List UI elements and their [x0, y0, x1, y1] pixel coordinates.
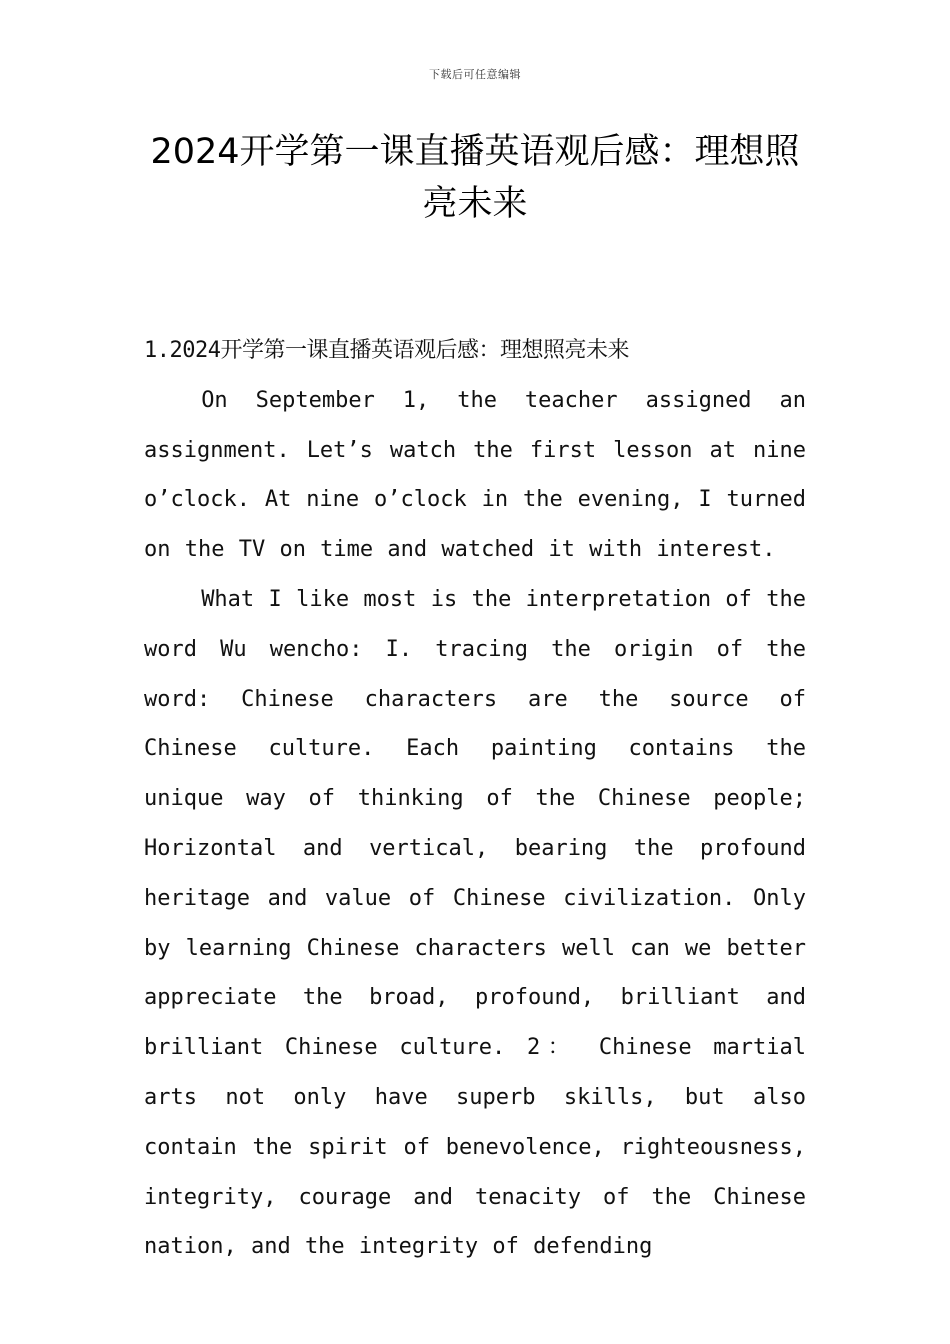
paragraph-2: What I like most is the interpretation of the word Wu wencho: I. tracing the origin of the word: Chinese characters are the source of Chinese culture. Each painting contains the unique way of thinking of the Chinese people; Horizontal and vertical, bearing the profound heritage and value of Chinese civilization. Only by learning Chinese characters well can we better appreciate the broad, profound, brilliant and brilliant Chinese culture. 2： Chinese martial arts not only have superb skills, but also contain the spirit of benevolence, righteousness, integrity, courage and tenacity of the Chinese nation, and the integrity of defending [144, 586, 806, 1260]
download-note: 下载后可任意编辑 [429, 68, 521, 81]
document-title: 2024开学第一课直播英语观后感：理想照亮未来 [150, 132, 800, 224]
document-body [144, 326, 806, 1272]
section-heading: 1.2024开学第一课直播英语观后感：理想照亮未来 [144, 338, 629, 363]
paragraph-1: On September 1, the teacher assigned an assignment. Let’s watch the first lesson at nine o’clock. At nine o’clock in the evening, I turned on the TV on time and watched it with interest. [144, 387, 806, 563]
